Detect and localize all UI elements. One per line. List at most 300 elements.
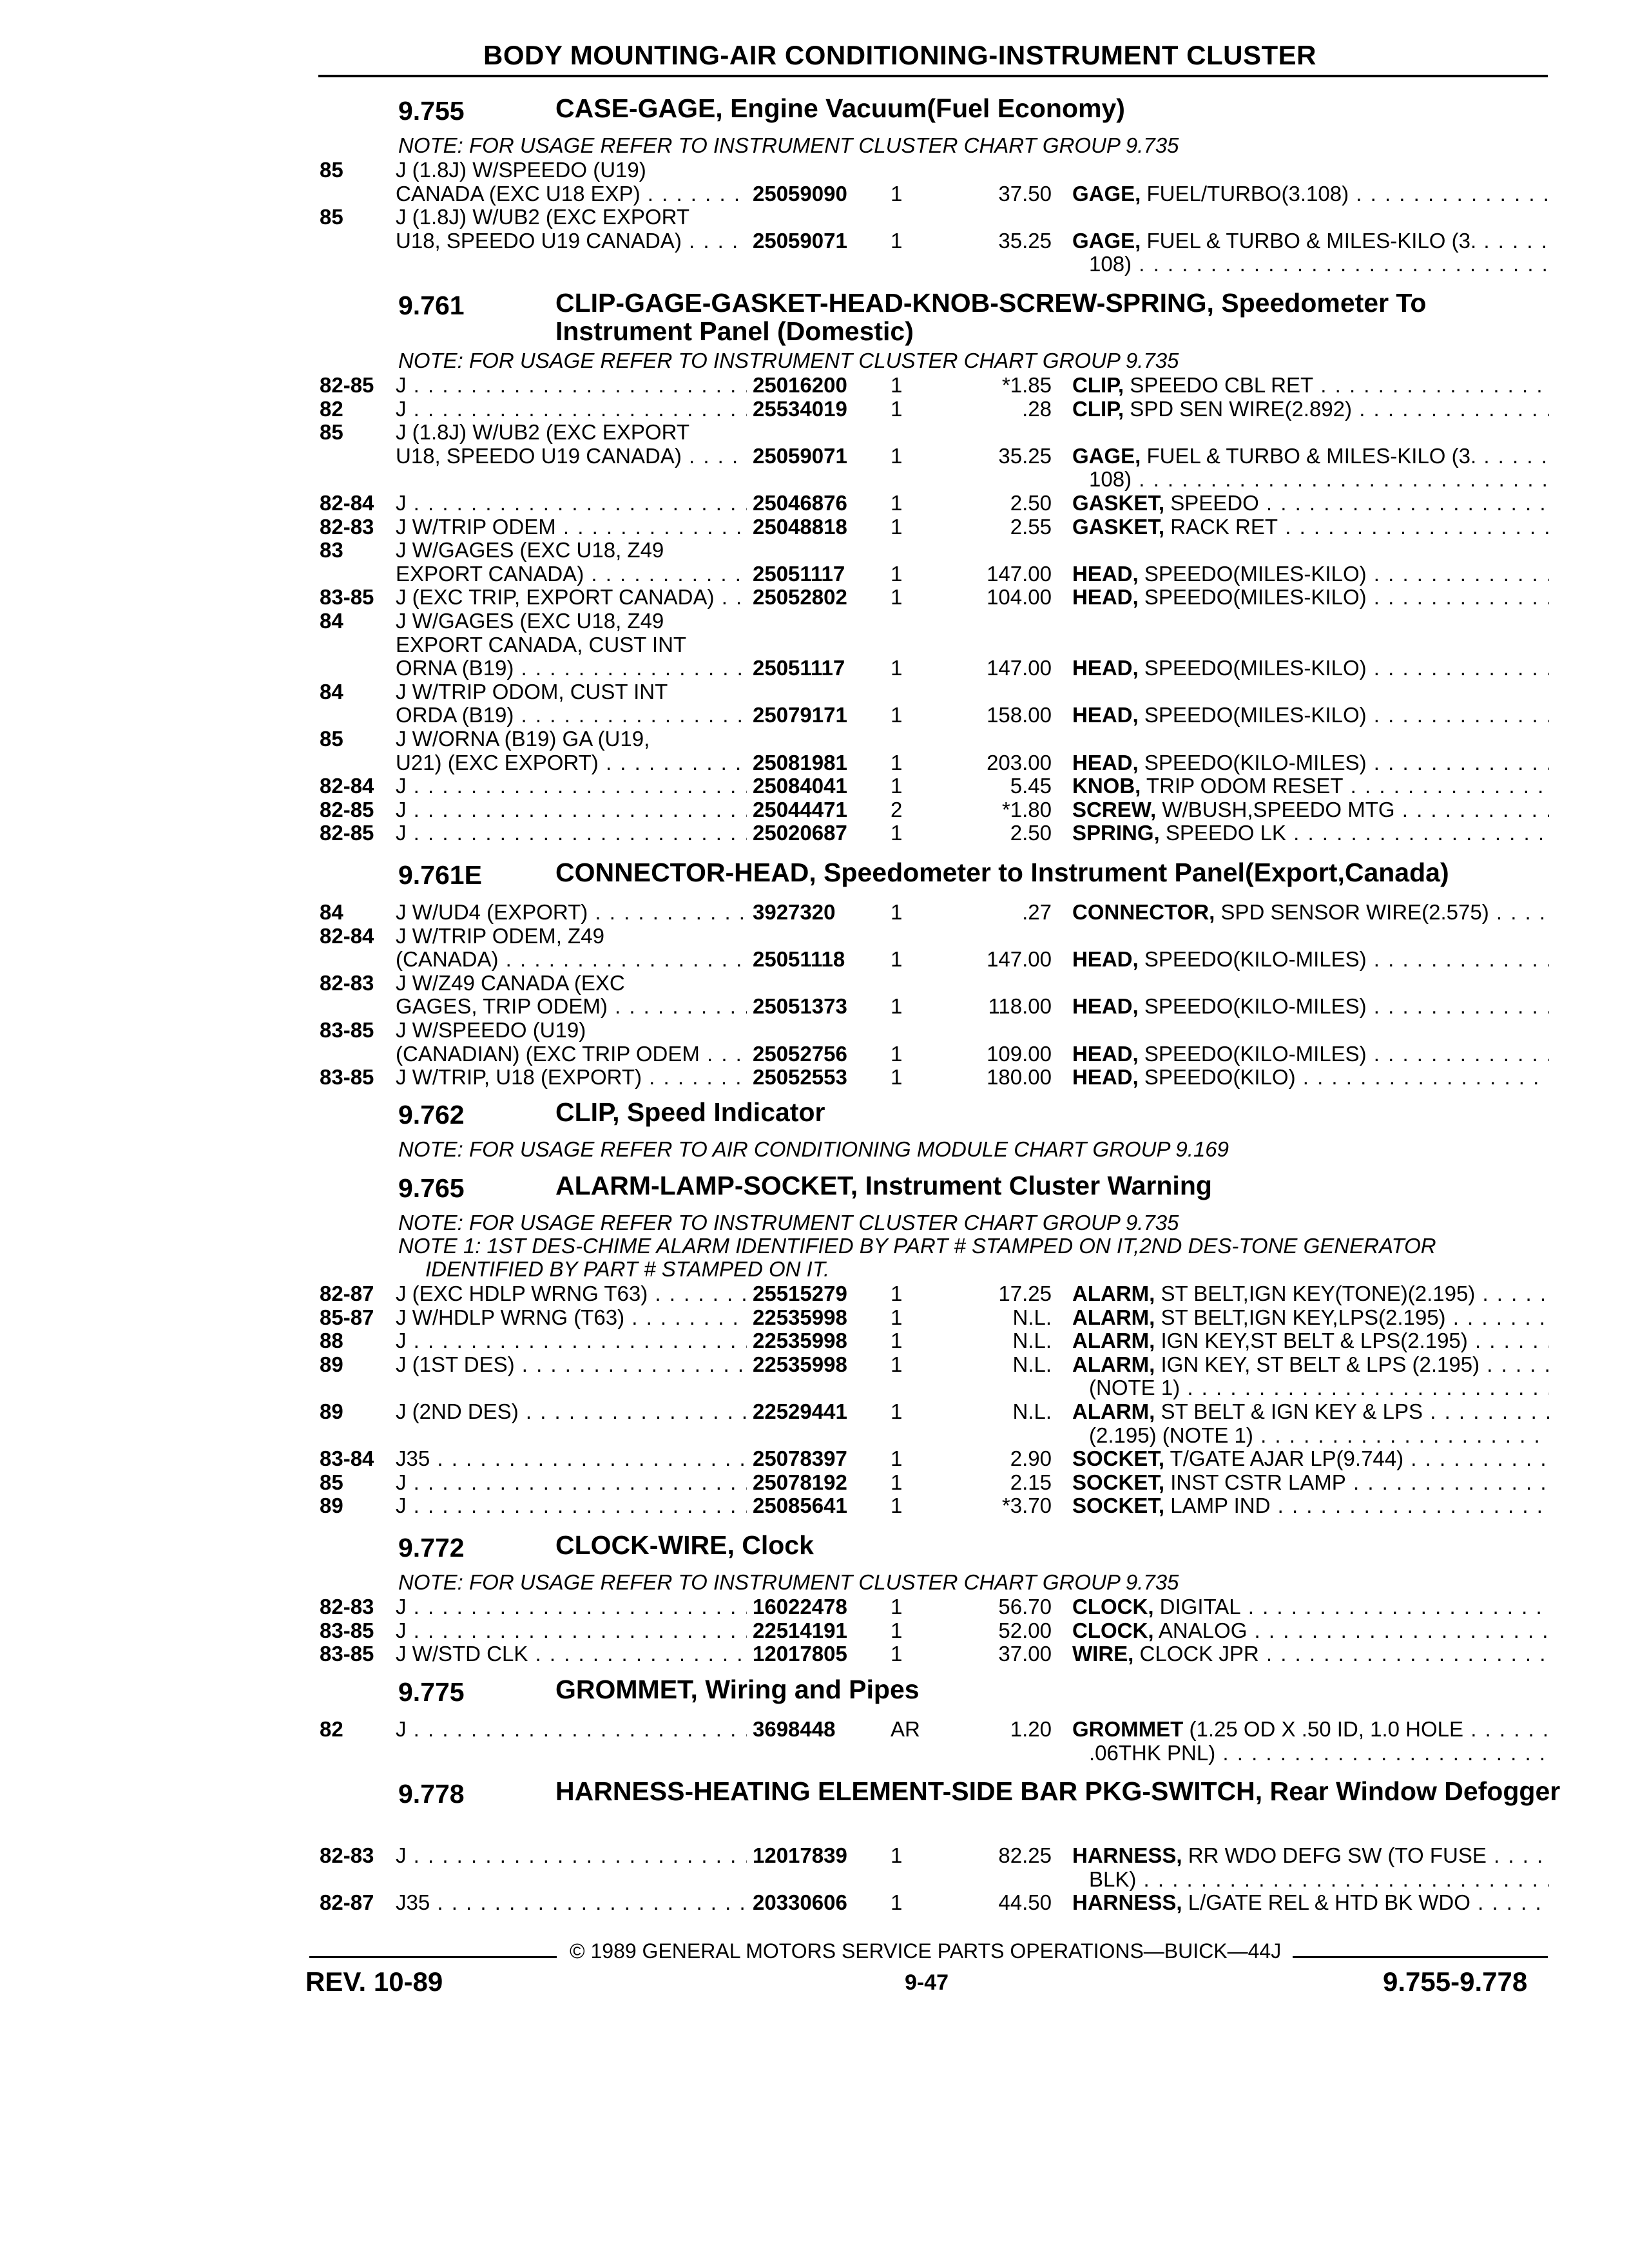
usage-note: NOTE: FOR USAGE REFER TO AIR CONDITIONING MODULE CHART GROUP 9.169 — [398, 1137, 1229, 1161]
section-heading-9765 — [0, 1171, 1629, 1206]
model-years: 85 — [320, 420, 343, 445]
model-years: 83-85 — [320, 1618, 374, 1642]
part-name-keyword: HEAD, — [1072, 561, 1139, 586]
quantity: 1 — [891, 821, 903, 845]
section-title: GROMMET, Wiring and Pipes — [555, 1675, 920, 1704]
part-name — [1072, 1470, 1549, 1495]
section-heading-9775 — [0, 1675, 1629, 1710]
quantity: 1 — [891, 656, 903, 680]
quantity: 1 — [891, 1843, 903, 1867]
usage-description: J . . . — [396, 396, 747, 422]
footer-rule — [1293, 1956, 1548, 1958]
part-row — [0, 1017, 1629, 1043]
usage-description: J35 . . . — [396, 1890, 747, 1916]
model-years: 82-87 — [320, 1282, 374, 1305]
price: 56.70 — [998, 1595, 1052, 1619]
part-name-keyword: GASKET, — [1072, 514, 1165, 539]
usage-description: J W/SPEEDO (U19) — [396, 1018, 586, 1042]
part-name-detail: INST CSTR LAMP — [1164, 1470, 1346, 1494]
part-name — [1072, 750, 1549, 776]
part-name-keyword: CLIP, — [1072, 373, 1124, 397]
usage-description: U21) (EXC EXPORT) . . . — [396, 750, 747, 776]
part-name-keyword: WIRE, — [1072, 1642, 1134, 1666]
part-name-keyword: GAGE, — [1072, 228, 1141, 253]
part-number: 25059090 — [753, 181, 847, 206]
model-years: 82-83 — [320, 514, 374, 539]
usage-description: J W/TRIP, U18 (EXPORT) . . . — [396, 1064, 747, 1090]
usage-description: J W/GAGES (EXC U18, Z49 — [396, 609, 664, 633]
section-title: CASE-GAGE, Engine Vacuum(Fuel Economy) — [555, 93, 1125, 123]
usage-description: J . . . — [396, 1493, 747, 1519]
usage-description: J W/TRIP ODOM, CUST INT — [396, 679, 668, 704]
model-years: 85 — [320, 158, 343, 182]
part-name — [1072, 1890, 1549, 1916]
part-name — [1072, 1399, 1549, 1425]
model-years: 82 — [320, 396, 343, 421]
part-row — [0, 396, 1629, 422]
part-number: 25052756 — [753, 1041, 847, 1066]
part-row — [0, 372, 1629, 398]
part-row-continuation — [0, 466, 1629, 492]
section-heading-9761e — [0, 858, 1629, 893]
part-name-detail: SPEEDO(MILES-KILO) — [1138, 561, 1367, 586]
price: *1.85 — [1001, 373, 1052, 397]
part-name — [1072, 1641, 1549, 1667]
part-name-keyword: CLOCK, — [1072, 1595, 1154, 1619]
part-name — [1072, 1352, 1549, 1378]
part-row — [0, 608, 1629, 634]
usage-description: J W/TRIP ODEM . . . — [396, 514, 747, 540]
part-number: 25051373 — [753, 994, 847, 1019]
part-name-keyword: HARNESS, — [1072, 1843, 1182, 1867]
part-row — [0, 1890, 1629, 1916]
price: 147.00 — [987, 656, 1052, 680]
price: 104.00 — [987, 585, 1052, 610]
usage-note: NOTE: FOR USAGE REFER TO INSTRUMENT CLUSTER CHART GROUP 9.735 — [398, 1211, 1179, 1235]
price: 109.00 — [987, 1041, 1052, 1066]
part-name-continuation: BLK) . . . — [1089, 1867, 1549, 1892]
part-name-keyword: HEAD, — [1072, 656, 1139, 680]
part-number: 25078397 — [753, 1446, 847, 1471]
usage-note: NOTE: FOR USAGE REFER TO INSTRUMENT CLUSTER CHART GROUP 9.735 — [398, 133, 1179, 157]
price: 118.00 — [988, 994, 1052, 1019]
part-name-detail: SPEEDO(KILO-MILES) — [1138, 1041, 1367, 1066]
model-years: 84 — [320, 900, 343, 924]
part-row — [0, 655, 1629, 681]
price: 2.90 — [1010, 1446, 1052, 1471]
price: 2.55 — [1010, 514, 1052, 539]
usage-description: J (2ND DES) . . . — [396, 1399, 747, 1425]
quantity: 1 — [891, 750, 903, 774]
quantity: 1 — [891, 1494, 903, 1518]
model-years: 85-87 — [320, 1305, 374, 1329]
usage-description: GAGES, TRIP ODEM) . . . — [396, 994, 747, 1019]
part-name-continuation: 108) . . . — [1089, 466, 1549, 492]
usage-description: J . . . — [396, 1328, 747, 1354]
usage-description: CANADA (EXC U18 EXP) . . . — [396, 181, 747, 207]
part-number: 22529441 — [753, 1399, 847, 1423]
part-name-continuation: 108) . . . — [1089, 251, 1549, 277]
part-name-detail: ST BELT,IGN KEY,LPS(2.195) — [1155, 1305, 1446, 1329]
usage-description: J (EXC HDLP WRNG T63) . . . — [396, 1281, 747, 1307]
model-years: 83-85 — [320, 1065, 374, 1090]
part-name-keyword: CLOCK, — [1072, 1618, 1154, 1642]
quantity: 1 — [891, 228, 903, 253]
part-name-continuation: (NOTE 1) . . . — [1089, 1375, 1549, 1401]
part-number: 25081981 — [753, 750, 847, 774]
part-number: 25046876 — [753, 491, 847, 515]
usage-description: U18, SPEEDO U19 CANADA) . . . — [396, 443, 747, 469]
usage-description: J W/GAGES (EXC U18, Z49 — [396, 538, 664, 562]
section-number: 9.761 — [398, 291, 465, 320]
part-name — [1072, 1594, 1549, 1620]
part-row — [0, 970, 1629, 996]
part-name — [1072, 797, 1549, 823]
part-row — [0, 561, 1629, 587]
quantity: 1 — [891, 900, 903, 924]
part-name-keyword: CLIP, — [1072, 396, 1124, 421]
price: *3.70 — [1001, 1494, 1052, 1518]
part-row — [0, 181, 1629, 207]
usage-description: J W/TRIP ODEM, Z49 — [396, 923, 604, 948]
price: N.L. — [1012, 1329, 1052, 1353]
model-years: 83-85 — [320, 1642, 374, 1666]
part-number: 22535998 — [753, 1305, 847, 1329]
part-number: 25051118 — [753, 947, 845, 972]
note-1: NOTE 1: 1ST DES-CHIME ALARM IDENTIFIED BY PART # STAMPED ON IT,2ND DES-TONE GENERATOR — [398, 1234, 1436, 1258]
part-row — [0, 1041, 1629, 1067]
part-row — [0, 820, 1629, 846]
part-row — [0, 1843, 1629, 1869]
part-name-keyword: ALARM, — [1072, 1352, 1155, 1376]
part-name-keyword: CONNECTOR, — [1072, 900, 1215, 924]
part-name-detail: W/BUSH,SPEEDO MTG — [1156, 797, 1395, 822]
part-number: 3698448 — [753, 1717, 836, 1741]
part-number: 3927320 — [753, 900, 836, 924]
part-name-keyword: HEAD, — [1072, 1065, 1139, 1090]
quantity: 1 — [891, 703, 903, 727]
price: 82.25 — [998, 1843, 1052, 1867]
part-row-continuation — [0, 1375, 1629, 1401]
price: N.L. — [1012, 1352, 1052, 1376]
page-number: 9-47 — [905, 1970, 949, 1995]
quantity: 1 — [891, 1618, 903, 1642]
part-name-detail: SPEEDO(MILES-KILO) — [1138, 656, 1367, 680]
price: N.L. — [1012, 1399, 1052, 1423]
part-row — [0, 923, 1629, 949]
usage-description: J W/STD CLK . . . — [396, 1641, 747, 1667]
part-name-keyword: ALARM, — [1072, 1399, 1155, 1423]
usage-description: J35 . . . — [396, 1446, 747, 1472]
part-name-detail: CLOCK JPR — [1133, 1642, 1259, 1666]
usage-description: J W/Z49 CANADA (EXC — [396, 970, 625, 995]
section-number: 9.778 — [398, 1779, 465, 1809]
part-row — [0, 1641, 1629, 1667]
price: N.L. — [1012, 1305, 1052, 1329]
quantity: 1 — [891, 1041, 903, 1066]
price: 2.50 — [1010, 821, 1052, 845]
usage-description: J W/UD4 (EXPORT) . . . — [396, 899, 747, 925]
part-name-detail: T/GATE AJAR LP(9.744) — [1164, 1446, 1404, 1471]
part-name-keyword: HEAD, — [1072, 585, 1139, 610]
section-title: ALARM-LAMP-SOCKET, Instrument Cluster Warning — [555, 1171, 1212, 1200]
part-row — [0, 797, 1629, 823]
quantity: 1 — [891, 1890, 903, 1915]
part-row — [0, 228, 1629, 254]
part-row — [0, 1594, 1629, 1620]
part-name-detail: LAMP IND — [1164, 1494, 1271, 1518]
part-row-continuation — [0, 1867, 1629, 1892]
part-name-detail: DIGITAL — [1153, 1595, 1241, 1619]
part-row — [0, 584, 1629, 610]
part-row — [0, 514, 1629, 540]
part-number: 25059071 — [753, 228, 847, 253]
quantity: 2 — [891, 797, 903, 822]
part-name — [1072, 1041, 1549, 1067]
part-name-detail: FUEL/TURBO(3.108) — [1141, 181, 1349, 206]
part-name-detail: SPEEDO(KILO-MILES) — [1138, 947, 1367, 972]
part-name — [1072, 584, 1549, 610]
price: 180.00 — [987, 1065, 1052, 1090]
part-name-detail: SPEEDO(KILO-MILES) — [1138, 994, 1367, 1019]
quantity: 1 — [891, 1446, 903, 1471]
part-name — [1072, 1843, 1549, 1869]
usage-description: EXPORT CANADA, CUST INT — [396, 632, 687, 657]
usage-note: NOTE: FOR USAGE REFER TO INSTRUMENT CLUSTER CHART GROUP 9.735 — [398, 1570, 1179, 1594]
model-years: 89 — [320, 1399, 343, 1423]
part-name-keyword: GAGE, — [1072, 443, 1141, 468]
part-name-detail: FUEL & TURBO & MILES-KILO (3. — [1141, 443, 1477, 468]
section-heading-9778 — [0, 1777, 1629, 1836]
part-number: 22535998 — [753, 1352, 847, 1376]
part-name-detail: ST BELT,IGN KEY(TONE)(2.195) — [1155, 1282, 1476, 1305]
part-name — [1072, 655, 1549, 681]
quantity: 1 — [891, 373, 903, 397]
footer-rule — [309, 1956, 557, 1958]
part-name-detail: SPEEDO — [1164, 491, 1259, 515]
price: 17.25 — [998, 1282, 1052, 1305]
model-years: 83 — [320, 538, 343, 562]
model-years: 85 — [320, 727, 343, 751]
part-number: 25052553 — [753, 1065, 847, 1090]
quantity: 1 — [891, 514, 903, 539]
part-name-keyword: ALARM, — [1072, 1329, 1155, 1353]
price: 44.50 — [998, 1890, 1052, 1915]
section-heading-9755 — [0, 94, 1629, 129]
part-name — [1072, 1618, 1549, 1644]
section-title: CLOCK-WIRE, Clock — [555, 1530, 814, 1560]
part-name-keyword: HARNESS, — [1072, 1890, 1182, 1915]
price: 37.50 — [998, 181, 1052, 206]
part-name-keyword: KNOB, — [1072, 774, 1141, 798]
quantity: 1 — [891, 396, 903, 421]
part-name-keyword: GASKET, — [1072, 491, 1165, 515]
header-rule — [318, 75, 1548, 77]
quantity: 1 — [891, 1329, 903, 1353]
part-row — [0, 157, 1629, 183]
model-years: 82-83 — [320, 1843, 374, 1867]
part-number: 25079171 — [753, 703, 847, 727]
section-number: 9.772 — [398, 1533, 465, 1562]
part-number: 25059071 — [753, 443, 847, 468]
section-title: CLIP-GAGE-GASKET-HEAD-KNOB-SCREW-SPRING, Speedometer To Instrument Panel (Domestic) — [555, 288, 1427, 346]
model-years: 82-83 — [320, 1595, 374, 1619]
usage-description: EXPORT CANADA) . . . — [396, 561, 747, 587]
section-number: 9.765 — [398, 1173, 465, 1203]
part-number: 25052802 — [753, 585, 847, 610]
part-name-detail: IGN KEY, ST BELT & LPS (2.195) — [1155, 1352, 1480, 1376]
usage-description: ORNA (B19) . . . — [396, 655, 747, 681]
section-heading-9761 — [0, 289, 1629, 348]
part-name-keyword: SPRING, — [1072, 821, 1160, 845]
part-row-continuation — [0, 1423, 1629, 1448]
part-name — [1072, 773, 1549, 799]
part-row — [0, 1470, 1629, 1495]
section-title: HARNESS-HEATING ELEMENT-SIDE BAR PKG-SWITCH, Rear Window Defogger — [555, 1776, 1561, 1806]
part-name-keyword: HEAD, — [1072, 1041, 1139, 1066]
model-years: 82-84 — [320, 774, 374, 798]
part-name-detail: (1.25 OD X .50 ID, 1.0 HOLE — [1183, 1717, 1464, 1741]
quantity: 1 — [891, 491, 903, 515]
part-name-detail: SPEEDO(KILO) — [1138, 1065, 1296, 1090]
part-row — [0, 1064, 1629, 1090]
part-name — [1072, 1281, 1549, 1307]
price: .27 — [1022, 900, 1052, 924]
part-name-keyword: HEAD, — [1072, 947, 1139, 972]
model-years: 83-85 — [320, 1018, 374, 1042]
note-1-continued: IDENTIFIED BY PART # STAMPED ON IT. — [425, 1257, 830, 1281]
quantity: 1 — [891, 1305, 903, 1329]
part-row — [0, 1328, 1629, 1354]
part-name — [1072, 1328, 1549, 1354]
price: .28 — [1022, 396, 1052, 421]
part-row — [0, 726, 1629, 752]
part-name — [1072, 396, 1549, 422]
part-name-detail: RACK RET — [1164, 514, 1278, 539]
model-years: 84 — [320, 679, 343, 704]
part-row — [0, 1352, 1629, 1378]
part-name-keyword: SOCKET, — [1072, 1494, 1165, 1518]
part-name — [1072, 1305, 1549, 1331]
part-number: 12017805 — [753, 1642, 847, 1666]
part-row — [0, 1281, 1629, 1307]
section-title: CONNECTOR-HEAD, Speedometer to Instrument Panel(Export,Canada) — [555, 858, 1449, 887]
part-number: 22535998 — [753, 1329, 847, 1353]
section-title: CLIP, Speed Indicator — [555, 1097, 825, 1127]
footer-copyright: © 1989 GENERAL MOTORS SERVICE PARTS OPERATIONS—BUICK—44J — [570, 1939, 1282, 1963]
quantity: 1 — [891, 1642, 903, 1666]
part-row — [0, 537, 1629, 563]
model-years: 83-85 — [320, 585, 374, 610]
part-name — [1072, 899, 1549, 925]
model-years: 88 — [320, 1329, 343, 1353]
page-title: BODY MOUNTING-AIR CONDITIONING-INSTRUMENT CLUSTER — [483, 40, 1317, 70]
part-row — [0, 702, 1629, 728]
part-row — [0, 490, 1629, 516]
part-name — [1072, 1493, 1549, 1519]
part-number: 20330606 — [753, 1890, 847, 1915]
quantity: 1 — [891, 774, 903, 798]
price: 147.00 — [987, 947, 1052, 972]
quantity: AR — [891, 1717, 920, 1741]
quantity: 1 — [891, 947, 903, 972]
model-years: 89 — [320, 1494, 343, 1518]
part-number: 25020687 — [753, 821, 847, 845]
usage-description: J . . . — [396, 773, 747, 799]
part-name-keyword: ALARM, — [1072, 1305, 1155, 1329]
price: 147.00 — [987, 561, 1052, 586]
price: 203.00 — [987, 750, 1052, 774]
quantity: 1 — [891, 1399, 903, 1423]
part-name-detail: IGN KEY,ST BELT & LPS(2.195) — [1155, 1329, 1468, 1353]
model-years: 84 — [320, 609, 343, 633]
part-number: 25051117 — [753, 561, 845, 586]
part-name — [1072, 1716, 1549, 1742]
model-years: 82-87 — [320, 1890, 374, 1915]
part-number: 25044471 — [753, 797, 847, 822]
part-row — [0, 899, 1629, 925]
part-row — [0, 750, 1629, 776]
part-row — [0, 1305, 1629, 1331]
usage-description: J W/HDLP WRNG (T63) . . . — [396, 1305, 747, 1331]
model-years: 82-85 — [320, 373, 374, 397]
part-name-detail: SPEEDO CBL RET — [1124, 373, 1314, 397]
price: 2.50 — [1010, 491, 1052, 515]
part-number: 16022478 — [753, 1595, 847, 1619]
group-range: 9.755-9.778 — [1383, 1966, 1528, 1997]
usage-description: J (1.8J) W/SPEEDO (U19) — [396, 158, 646, 182]
usage-description: J . . . — [396, 1843, 747, 1869]
part-name — [1072, 994, 1549, 1019]
part-row — [0, 994, 1629, 1019]
section-heading-9762 — [0, 1098, 1629, 1133]
part-name — [1072, 702, 1549, 728]
part-number: 25051117 — [753, 656, 845, 680]
quantity: 1 — [891, 585, 903, 610]
quantity: 1 — [891, 1352, 903, 1376]
price: 1.20 — [1010, 1717, 1052, 1741]
part-name — [1072, 228, 1549, 254]
model-years: 85 — [320, 205, 343, 229]
part-name-detail: SPEEDO(KILO-MILES) — [1138, 750, 1367, 774]
usage-description: J . . . — [396, 1618, 747, 1644]
section-heading-9772 — [0, 1531, 1629, 1566]
part-row — [0, 1618, 1629, 1644]
usage-description: (CANADA) . . . — [396, 947, 747, 972]
part-name-detail: TRIP ODOM RESET — [1141, 774, 1344, 798]
part-number: 25084041 — [753, 774, 847, 798]
usage-description: J . . . — [396, 1470, 747, 1495]
part-number: 25016200 — [753, 373, 847, 397]
part-row — [0, 632, 1629, 658]
usage-description: J W/ORNA (B19) GA (U19, — [396, 727, 650, 751]
part-row — [0, 419, 1629, 445]
part-name — [1072, 820, 1549, 846]
part-row-continuation — [0, 251, 1629, 277]
part-row — [0, 1493, 1629, 1519]
price: 5.45 — [1010, 774, 1052, 798]
part-name-detail: RR WDO DEFG SW (TO FUSE — [1182, 1843, 1487, 1867]
part-number: 12017839 — [753, 1843, 847, 1867]
part-name-keyword: HEAD, — [1072, 703, 1139, 727]
price: 35.25 — [998, 228, 1052, 253]
model-years: 82-85 — [320, 821, 374, 845]
section-number: 9.775 — [398, 1677, 465, 1707]
quantity: 1 — [891, 443, 903, 468]
part-name — [1072, 181, 1549, 207]
part-row — [0, 443, 1629, 469]
part-name-detail: ANALOG — [1153, 1618, 1248, 1642]
